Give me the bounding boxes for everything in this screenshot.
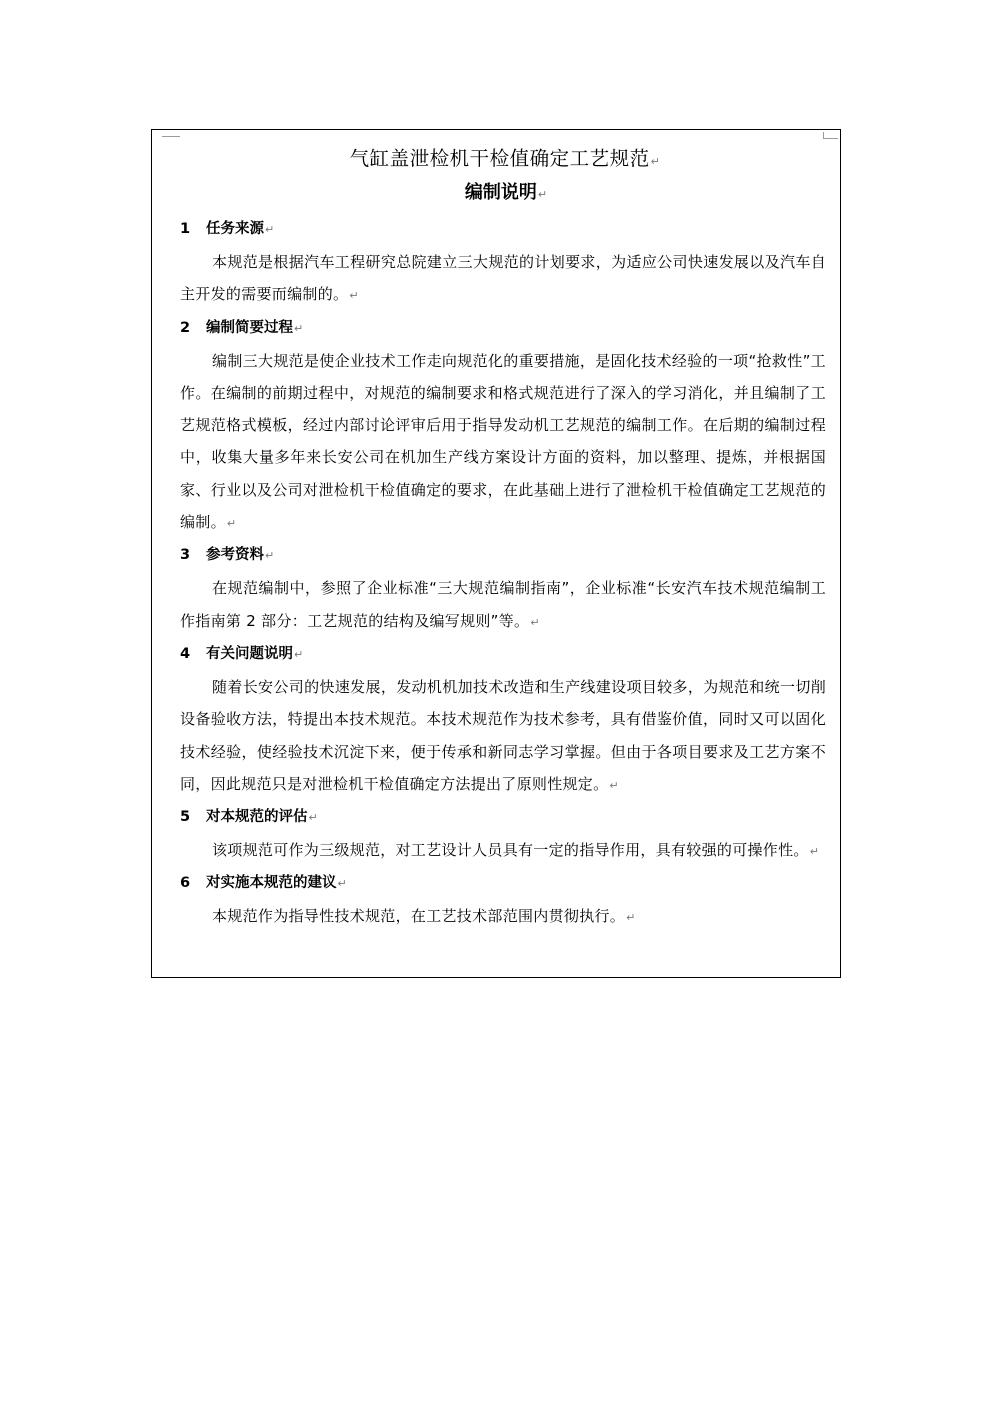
paragraph-mark-icon: ↵ bbox=[650, 155, 661, 168]
section-heading-1 bbox=[180, 216, 826, 246]
section-body-text: 本规范是根据汽车工程研究总院建立三大规范的计划要求，为适应公司快速发展以及汽车自主开发的需要而编制的。 bbox=[180, 253, 826, 304]
paragraph-mark-icon: ↵ bbox=[265, 223, 275, 236]
section-body-4 bbox=[180, 671, 826, 802]
section-heading-text: 对实施本规范的建议 bbox=[206, 875, 337, 892]
document-title bbox=[184, 142, 826, 176]
paragraph-mark-icon: ↵ bbox=[265, 549, 275, 563]
paragraph-mark-icon: ↵ bbox=[609, 778, 619, 792]
section-number: 6 bbox=[180, 875, 191, 892]
section-body-text: 在规范编制中，参照了企业标准“三大规范编制指南”，企业标准“长安汽车技术规范编制工作指南第 2 部分：工艺规范的结构及编写规则”等。 bbox=[180, 579, 826, 630]
section-heading-3 bbox=[180, 542, 826, 572]
section-heading-4 bbox=[180, 641, 826, 671]
paragraph-mark-icon: ↵ bbox=[226, 517, 237, 531]
section-heading-text: 编制简要过程 bbox=[206, 319, 293, 336]
paragraph-mark-icon: ↵ bbox=[809, 845, 820, 859]
section-number: 2 bbox=[180, 319, 191, 336]
paragraph-mark-icon: ↵ bbox=[537, 188, 548, 201]
paragraph-mark-icon: ↵ bbox=[530, 615, 540, 629]
section-body-2 bbox=[180, 345, 826, 541]
paragraph-mark-icon: ↵ bbox=[626, 911, 636, 925]
section-heading-5 bbox=[180, 804, 826, 834]
paragraph-mark-icon: ↵ bbox=[294, 647, 304, 661]
section-body-text: 随着长安公司的快速发展，发动机机加技术改造和生产线建设项目较多，为规范和统一切削设备验收方法，特提出本技术规范。本技术规范作为技术参考，具有借鉴价值，同时又可以固化技术经验，使经验技术沉淀下来，便于传承和新同志学习掌握。但由于各项目要求及工艺方案不同，因此规范只是对泄检机干检值确定方法提出了原则性规定。 bbox=[180, 677, 826, 793]
section-body-3 bbox=[180, 572, 826, 639]
section-number: 4 bbox=[180, 645, 191, 662]
section-body-text: 该项规范可作为三级规范，对工艺设计人员具有一定的指导作用，具有较强的可操作性。 bbox=[212, 841, 809, 860]
section-heading-text: 参考资料 bbox=[206, 547, 264, 564]
section-number: 1 bbox=[180, 221, 191, 237]
paragraph-mark-icon: ↵ bbox=[349, 289, 359, 303]
section-number: 5 bbox=[180, 809, 191, 826]
paragraph-mark-icon: ↵ bbox=[294, 321, 304, 335]
section-heading-text: 对本规范的评估 bbox=[206, 809, 308, 826]
section-body-text: 本规范作为指导性技术规范，在工艺技术部范围内贯彻执行。 bbox=[212, 907, 626, 926]
subtitle-text: 编制说明 bbox=[464, 182, 537, 203]
paragraph-mark-icon: ↵ bbox=[308, 811, 318, 825]
document-content bbox=[180, 142, 826, 935]
section-number: 3 bbox=[180, 547, 191, 564]
section-body-5 bbox=[180, 834, 826, 868]
section-heading-text: 有关问题说明 bbox=[206, 645, 293, 662]
document-subtitle bbox=[186, 176, 826, 214]
document-frame bbox=[151, 129, 841, 978]
section-body-6 bbox=[180, 900, 826, 934]
section-body-text: 编制三大规范是使企业技术工作走向规范化的重要措施，是固化技术经验的一项“抢救性”工作。在编制的前期过程中，对规范的编制要求和格式规范进行了深入的学习消化，并且编制了工艺规范格式模板，经过内部讨论评审后用于指导发动机工艺规范的编制工作。在后期的编制过程中，收集大量多年来长安公司在机加生产线方案设计方面的资料，加以整理、提炼，并根据国家、行业以及公司对泄检机干检值确定的要求，在此基础上进行了泄检机干检值确定工艺规范的编制。 bbox=[180, 351, 826, 532]
paragraph-mark-icon: ↵ bbox=[337, 877, 347, 891]
section-body-1 bbox=[180, 246, 826, 313]
section-heading-text: 任务来源 bbox=[206, 221, 264, 237]
section-heading-2 bbox=[180, 315, 826, 345]
title-text: 气缸盖泄检机干检值确定工艺规范 bbox=[349, 147, 650, 170]
section-heading-6 bbox=[180, 870, 826, 900]
crop-mark-top-left bbox=[162, 136, 180, 145]
crop-mark-top-right bbox=[823, 132, 838, 139]
